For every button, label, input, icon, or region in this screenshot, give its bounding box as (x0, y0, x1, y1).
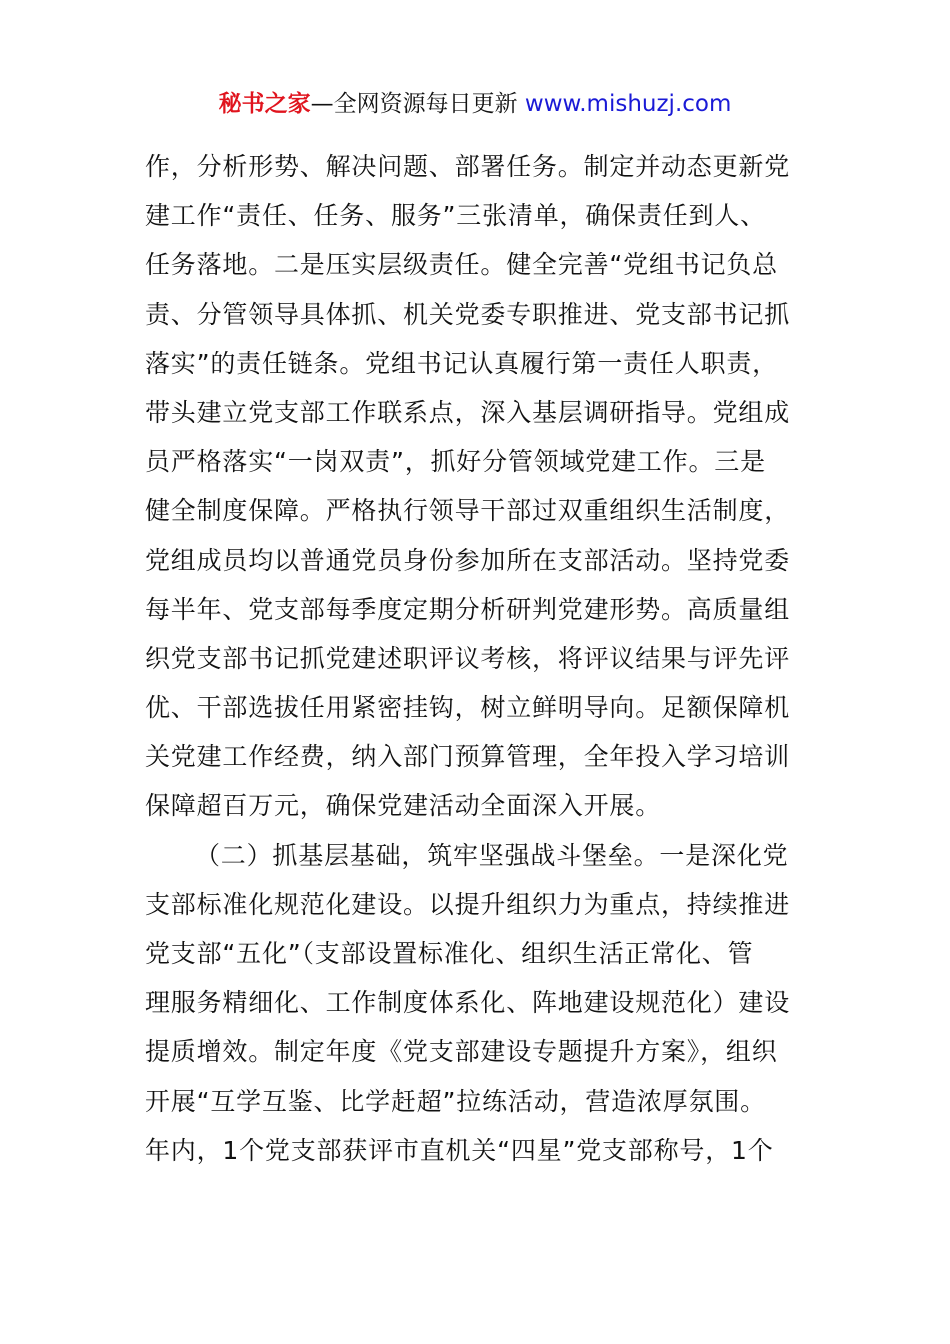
page-header (0, 86, 950, 122)
text-line: 责、分管领导具体抓、机关党委专职推进、党支部书记抓 (145, 299, 791, 329)
text-line: 支部标准化规范化建设。以提升组织力为重点，持续推进 (145, 889, 791, 919)
text-line: 优、干部选拔任用紧密挂钩，树立鲜明导向。足额保障机 (145, 693, 791, 723)
text-line: 党组成员均以普通党员身份参加所在支部活动。坚持党委 (145, 545, 791, 575)
text-line: 任务落地。二是压实层级责任。健全完善“党组书记负总 (145, 250, 778, 280)
brand-name: 秘书之家 (218, 91, 311, 117)
text-line: 建工作“责任、任务、服务”三张清单，确保责任到人、 (145, 201, 766, 231)
text-line: 每半年、党支部每季度定期分析研判党建形势。高质量组 (145, 594, 791, 624)
site-url-link[interactable]: www.mishuzj.com (524, 91, 732, 117)
text-line: 健全制度保障。严格执行领导干部过双重组织生活制度， (145, 496, 791, 526)
text-line: 提质增效。制定年度《党支部建设专题提升方案》，组织 (145, 1037, 778, 1067)
header-tagline: —全网资源每日更新 (310, 91, 525, 117)
text-line: 织党支部书记抓党建述职评议考核，将评议结果与评先评 (145, 643, 791, 673)
section-heading-line: （二）抓基层基础，筑牢坚强战斗堡垒。一是深化党 (195, 840, 789, 870)
text-line: 开展“互学互鉴、比学赶超”拉练活动，营造浓厚氛围。 (145, 1086, 766, 1116)
text-line: 落实”的责任链条。党组书记认真履行第一责任人职责， (145, 348, 778, 378)
text-line: 保障超百万元，确保党建活动全面深入开展。 (145, 791, 662, 821)
text-line: 作，分析形势、解决问题、部署任务。制定并动态更新党 (145, 152, 791, 181)
text-line: 员严格落实“一岗双责”，抓好分管领域党建工作。三是 (145, 447, 766, 477)
text-line: 理服务精细化、工作制度体系化、阵地建设规范化）建设 (145, 988, 791, 1018)
text-line: 年内，1个党支部获评市直机关“四星”党支部称号，1个 (145, 1135, 774, 1165)
text-line: 党支部“五化”（支部设置标准化、组织生活正常化、管 (145, 939, 754, 968)
document-body (145, 142, 815, 1175)
text-line: 带头建立党支部工作联系点，深入基层调研指导。党组成 (145, 397, 791, 427)
text-line: 关党建工作经费，纳入部门预算管理，全年投入学习培训 (145, 742, 791, 772)
